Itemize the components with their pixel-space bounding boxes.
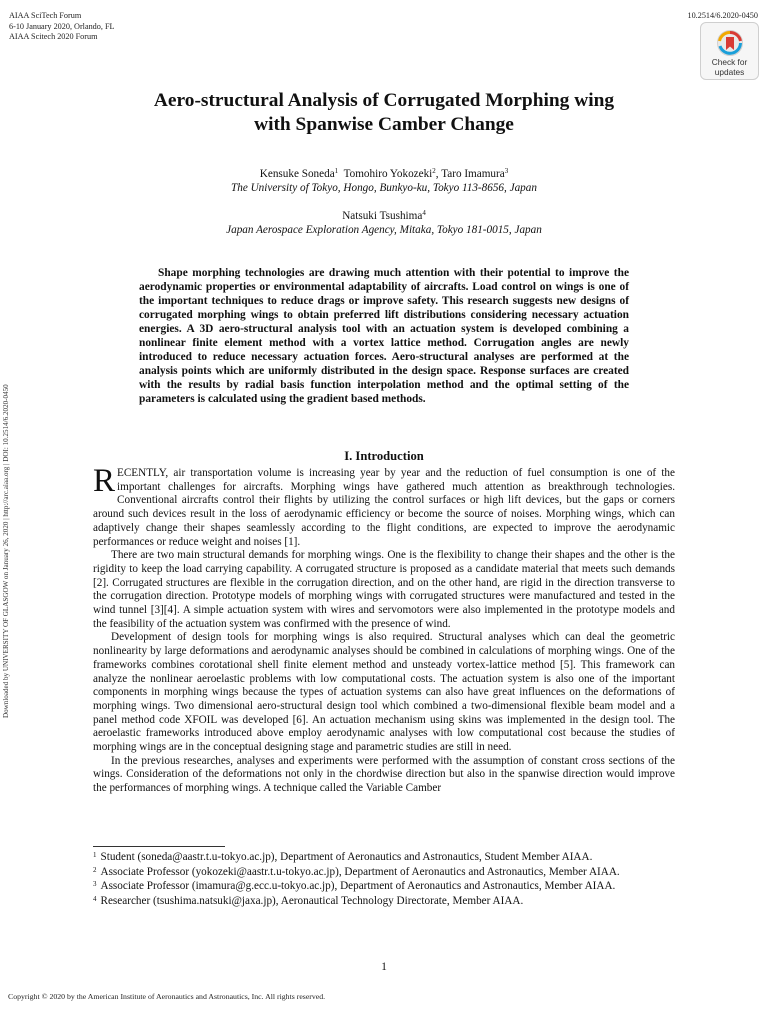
footnote-2-text: Associate Professor (yokozeki@aastr.t.u-tokyo.ac.jp), Department of Aeronautics and Astronautics, Member AIAA. [100, 865, 620, 878]
header-line-3: AIAA Scitech 2020 Forum [9, 32, 98, 41]
footnotes [93, 851, 675, 910]
author-4: Natsuki Tsushima [342, 210, 423, 222]
author-4-sup: 4 [422, 209, 426, 217]
footnote-2 [93, 866, 675, 880]
author-list-2 [80, 209, 688, 223]
paragraph-2: There are two main structural demands for morphing wings. One is the flexibility to change their shapes and the other is the rigidity to keep the load carrying capability. A corrugated structure is proposed as a candidate material that meets such demands [2]. Corrugated structures are flexible in the corrugation direction, and on the other hand, are rigid in the direction transverse to the corrugation direction. Prototype models of morphing wings with corrugated structures were manufactured and tested in the wind tunnel [3][4]. A simple actuation system with wires and servomotors were also implemented in the prototype models and the feasibility of the actuation system was confirmed with the presence of wind. [93, 549, 675, 630]
footnote-3-num: 3 [93, 880, 97, 889]
affiliation-1: The University of Tokyo, Hongo, Bunkyo-ku, Tokyo 113-8656, Japan [231, 182, 537, 194]
author-2: Tomohiro Yokozeki [343, 168, 433, 180]
paragraph-1 [93, 463, 675, 549]
footnote-1-text: Student (soneda@aastr.t.u-tokyo.ac.jp), Department of Aeronautics and Astronautics, Student Member AIAA. [100, 851, 593, 863]
page-number: 1 [381, 961, 387, 973]
footnote-4-num: 4 [93, 895, 97, 904]
header-line-1: AIAA SciTech Forum [9, 11, 82, 20]
check-for-updates-button[interactable] [700, 22, 759, 80]
paragraph-1-text: ECENTLY, air transportation volume is increasing year by year and the reduction of fuel consumption is one of the important challenges for aircrafts. Morphing wings have gathered much attention as breakthrough technologies. Conventional aircrafts control their flights by utilizing the control surfaces or high lift devices, but the gaps or corners around such devices result in the loss of aerodynamic efficiency or become the source of noises. Morphing wings, which can adaptively change their shapes seamlessly according to the flight conditions, are expected to improve the aerodynamic performances or reduce weight and noises [1]. [93, 467, 675, 548]
author-list-1: Kensuke Soneda$^1$ Tomohiro Yokozeki$^2$, Taro Imamura$^3$ [259, 167, 509, 180]
author-3-sup: 3 [504, 167, 509, 175]
title-line-2: with Spanwise Camber Change [254, 114, 514, 135]
download-sidebar-note: Downloaded by UNIVERSITY OF GLASGOW on January 26, 2020 | http://arc.aiaa.org | DOI: 10.2514/6.2020-0450 [2, 384, 10, 718]
footnote-4 [93, 895, 675, 909]
abstract: Shape morphing technologies are drawing much attention with their potential to improve the aerodynamic properties or environmental adaptability of aircrafts. Load control on wings is one of the important techniques to reduce drags or improve safety. This research suggests new designs of corrugated morphing wings to obtain preferred lift distributions considering necessary actuation energies. A 3D aero-structural analysis tool with an actuation system is developed combining a nonlinear finite element method with a vortex lattice method. Corrugation angles are newly introduced to reduce necessary actuation forces. Aero-structural analyses are performed at the analysis points which are uniformly distributed in the design space. Response surfaces are created with the results by radial basis function interpolation method and the optimal setting of the parameters is calculated using the gradient based methods. [139, 267, 629, 405]
bookmark-ribbon-icon [716, 29, 744, 57]
author-1: Kensuke Soneda [259, 168, 335, 180]
footnote-1-num: 1 [93, 851, 97, 859]
copyright-notice: Copyright © 2020 by the American Institute of Aeronautics and Astronautics, Inc. All rights reserved. [8, 992, 326, 1001]
title-line-1: Aero-structural Analysis of Corrugated Morphing wing [153, 90, 615, 111]
affiliation-2: Japan Aerospace Exploration Agency, Mitaka, Tokyo 181-0015, Japan [226, 224, 542, 236]
introduction-body [93, 463, 675, 796]
footnote-4-text: Researcher (tsushima.natsuki@jaxa.jp), Aeronautical Technology Directorate, Member AIAA. [100, 895, 524, 908]
footnote-divider [93, 846, 225, 847]
badge-line-2: updates [714, 67, 745, 77]
paper-title [80, 89, 688, 137]
author-3: Taro Imamura [441, 168, 505, 180]
footnote-3-text: Associate Professor (imamura@g.ecc.u-tokyo.ac.jp), Department of Aeronautics and Astronautics, Member AIAA. [100, 880, 616, 893]
paragraph-4: In the previous researches, analyses and experiments were performed with the assumption of constant cross sections of the wings. Consideration of the deformations not only in the chordwise direction but also in the spanwise direction would improve the performances of morphing wings. A technique called the Variable Camber [93, 754, 675, 795]
paragraph-3: Development of design tools for morphing wings is also required. Structural analyses which can deal the geometric nonlinearity by large deformations and aerodynamic analyses should be combined in calculations of morphing wings. One of the frameworks combines corotational shell finite element method and unsteady vortex-lattice method [5]. This framework can analyze the nonlinear aeroelastic problems with low computational costs. The actuation system is also one of the important components in morphing wings because the types of actuation systems can also have great influences on the deformations of morphing wings. Two dimensional aero-structural design tool which combined a two-dimensional flexible beam model and a panel method code XFOIL was developed [6]. An actuation mechanism using skins was implemented in the design tool. The aeroelastic frameworks introduced above employ aerodynamic analyses with low computational cost because the studies of morphing wings are in the conceptual designing stage and parametric studies are still in need. [93, 631, 675, 754]
author-1-sup: 1 [334, 167, 339, 175]
footnote-1 [93, 851, 675, 865]
doi-label: 10.2514/6.2020-0450 [687, 11, 758, 20]
footnote-2-num: 2 [93, 865, 97, 874]
conference-header [9, 11, 115, 43]
badge-line-1: Check for [711, 57, 748, 67]
footnote-3 [93, 880, 675, 894]
author-2-sup: 2 [432, 167, 436, 175]
drop-cap: R [93, 463, 116, 499]
section-heading: I. Introduction [344, 449, 424, 463]
header-line-2: 6-10 January 2020, Orlando, FL [9, 21, 115, 31]
